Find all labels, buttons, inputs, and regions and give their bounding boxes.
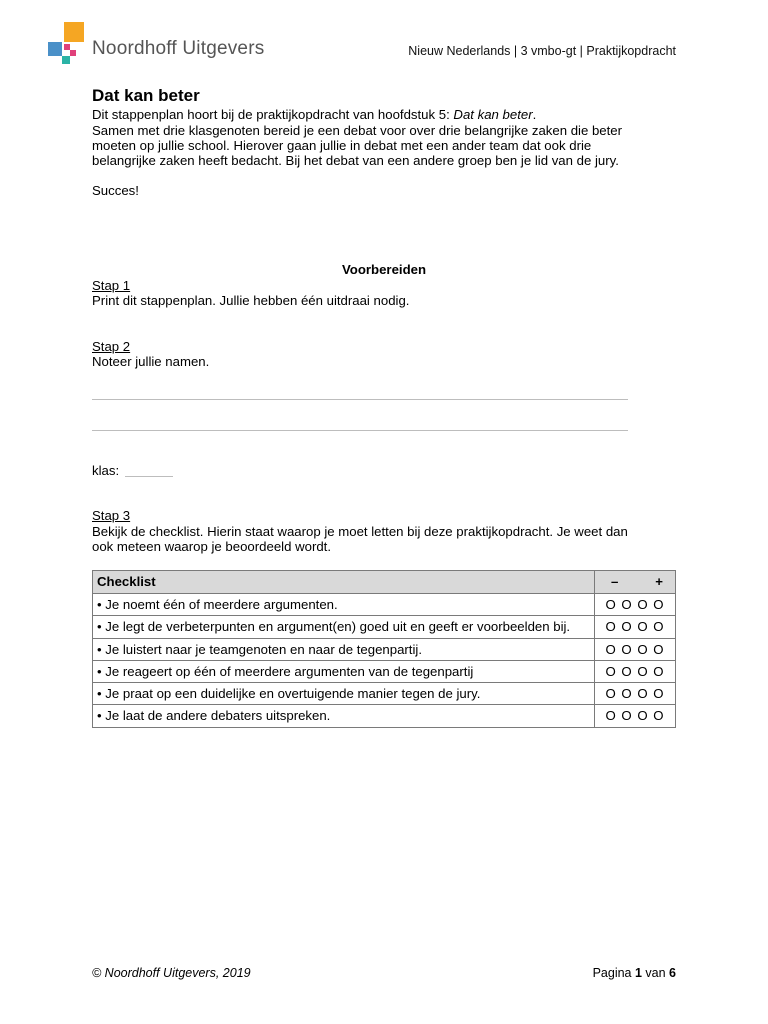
checklist-row — [93, 638, 676, 660]
checklist-item-text: • Je legt de verbeterpunten en argument(en) goed uit en geeft er voorbeelden bij. — [93, 616, 595, 638]
step-1-label: Stap 1 — [92, 278, 131, 293]
checklist-item-text: • Je luistert naar je teamgenoten en naar de tegenpartij. — [93, 638, 595, 660]
checklist-table — [92, 570, 676, 728]
intro-line-1 — [92, 107, 692, 122]
page-prefix: Pagina — [592, 966, 635, 980]
checklist-item-text: • Je praat op een duidelijke en overtuigende manier tegen de jury. — [93, 683, 595, 705]
page-total: 6 — [669, 966, 676, 980]
scale-plus: + — [655, 574, 663, 589]
names-line-2[interactable] — [92, 430, 628, 431]
page-current: 1 — [634, 966, 642, 980]
checklist-rating[interactable]: O O O O — [595, 683, 676, 705]
footer-page-number — [500, 966, 676, 980]
intro-line-2: Samen met drie klasgenoten bereid je een debat voor over drie belangrijke zaken die beter — [92, 123, 623, 138]
checklist-rating[interactable]: O O O O — [595, 705, 676, 727]
checklist-rating[interactable]: O O O O — [595, 660, 676, 682]
intro-line-1-italic: Dat kan beter — [453, 107, 533, 122]
page-mid: van — [641, 966, 670, 980]
checklist-row — [93, 616, 676, 638]
intro-line-1-prefix: Dit stappenplan hoort bij de praktijkopdracht van hoofdstuk 5: — [92, 107, 454, 122]
checklist-row — [93, 683, 676, 705]
checklist-item-text: • Je reageert op één of meerdere argumenten van de tegenpartij — [93, 660, 595, 682]
checklist-rating[interactable]: O O O O — [595, 616, 676, 638]
brand-logo-icon — [48, 22, 86, 64]
checklist-rating[interactable]: O O O O — [595, 638, 676, 660]
step-3-label: Stap 3 — [92, 508, 131, 523]
checklist-item-text: • Je laat de andere debaters uitspreken. — [93, 705, 595, 727]
checklist-row — [93, 594, 676, 616]
names-line-1[interactable] — [92, 399, 628, 400]
klas-input-line[interactable] — [125, 476, 173, 477]
intro-line-3: moeten op jullie school. Hierover gaan jullie in debat met een ander team dat ook drie — [92, 138, 592, 153]
page-title: Dat kan beter — [92, 86, 200, 105]
klas-label: klas: — [92, 463, 120, 478]
step-1-text: Print dit stappenplan. Jullie hebben één uitdraai nodig. — [92, 293, 410, 308]
klas-field — [92, 463, 692, 478]
step-3-text-1: Bekijk de checklist. Hierin staat waarop je moet letten bij deze praktijkopdracht. Je weet dan — [92, 524, 628, 539]
footer-copyright: © Noordhoff Uitgevers, 2019 — [92, 966, 251, 980]
checklist-item-text: • Je noemt één of meerdere argumenten. — [93, 594, 595, 616]
course-header: Nieuw Nederlands | 3 vmbo-gt | Praktijkopdracht — [408, 44, 676, 58]
checklist-header-row — [93, 571, 676, 594]
checklist-rating[interactable]: O O O O — [595, 594, 676, 616]
checklist-header: Checklist — [93, 571, 595, 594]
checklist-row — [93, 705, 676, 727]
checklist-row — [93, 660, 676, 682]
step-2-label: Stap 2 — [92, 339, 131, 354]
step-3-text-2: ook meteen waarop je beoordeeld wordt. — [92, 539, 331, 554]
checklist-scale-header — [595, 571, 676, 594]
intro-line-4: belangrijke zaken heeft bedacht. Bij het debat van een andere groep ben je lid van de jury. — [92, 153, 619, 168]
scale-minus: – — [611, 574, 619, 589]
brand-name: Noordhoff Uitgevers — [92, 38, 265, 59]
closing-text: Succes! — [92, 183, 139, 198]
section-title: Voorbereiden — [341, 262, 427, 277]
step-2-text: Noteer jullie namen. — [92, 354, 210, 369]
intro-line-1-suffix: . — [532, 107, 537, 122]
